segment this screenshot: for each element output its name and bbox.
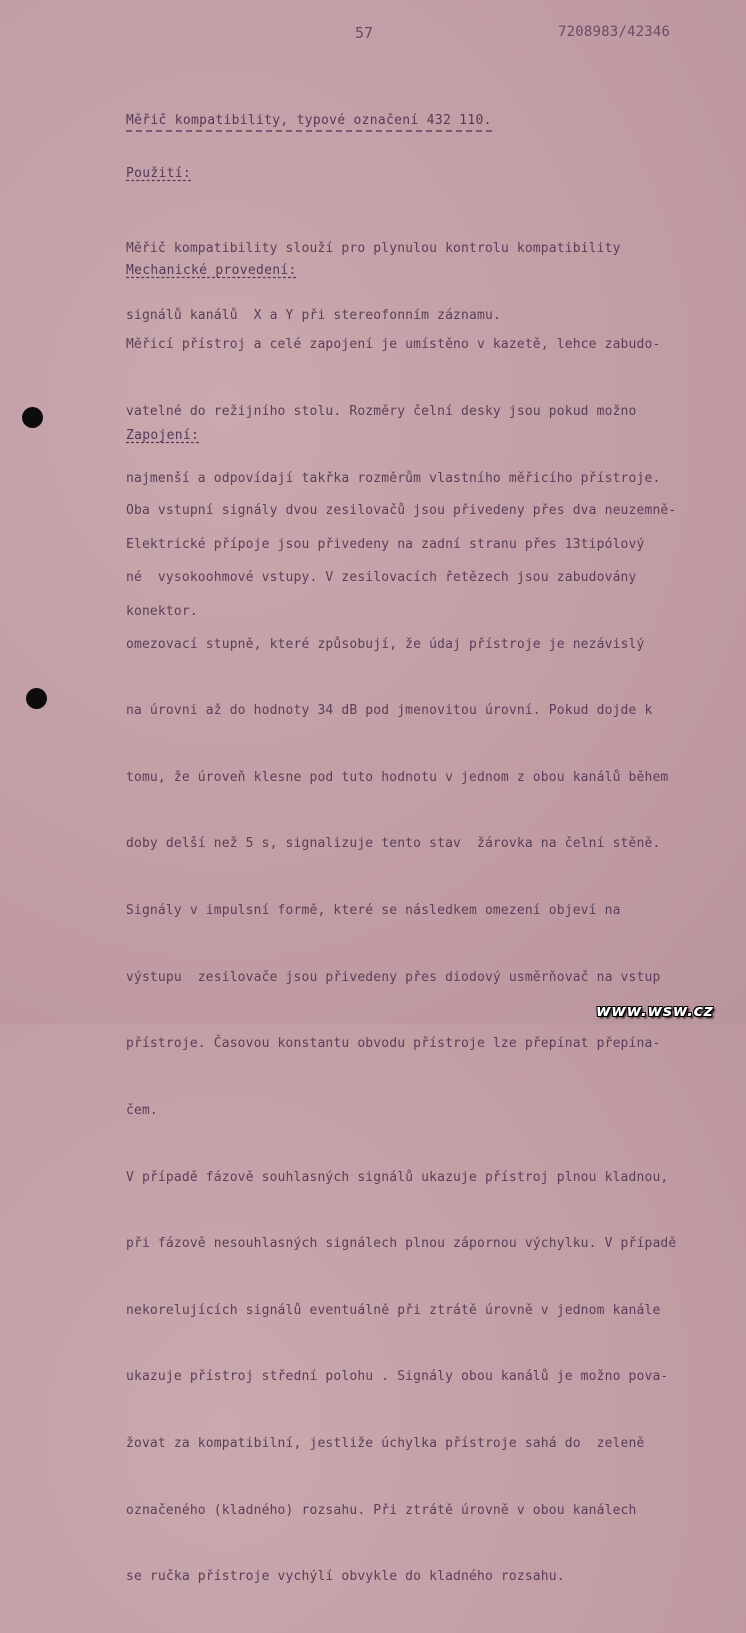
text-line: nekorelujících signálů eventuálně při ztrátě úrovně v jednom kanále xyxy=(126,1302,661,1318)
text-line: při fázově nesouhlasných signálech plnou zápornou výchylku. V případě xyxy=(126,1236,677,1252)
text-line: přístroje. Časovou konstantu obvodu přístroje lze přepínat přepína- xyxy=(126,1036,661,1052)
document-title: Měřič kompatibility, typové označení 432 110. xyxy=(126,113,492,132)
text-line: žovat za kompatibilní, jestliže úchylka přístroje sahá do zeleně xyxy=(126,1435,645,1451)
text-line: na úrovni až do hodnoty 34 dB pod jmenovitou úrovní. Pokud dojde k xyxy=(126,703,653,719)
section-heading-mechanicke-provedeni: Mechanické provedení: xyxy=(126,263,297,278)
text-line: ukazuje přístroj střední polohu . Signály obou kanálů je možno pova- xyxy=(126,1369,669,1385)
watermark-logo: www.wsw.cz xyxy=(596,1001,714,1020)
page-number: 57 xyxy=(355,24,374,42)
text-line: se ručka přístroje vychýlí obvykle do kladného rozsahu. xyxy=(126,1569,565,1585)
section-body-zapojeni xyxy=(126,456,726,1633)
text-line: konektor. xyxy=(126,603,198,619)
section-heading-pouziti: Použití: xyxy=(126,166,192,181)
section-heading-zapojeni: Zapojení: xyxy=(126,428,200,443)
text-line: doby delší než 5 s, signalizuje tento stav žárovka na čelní stěně. xyxy=(126,836,661,852)
text-line: označeného (kladného) rozsahu. Při ztrátě úrovně v obou kanálech xyxy=(126,1502,637,1518)
text-line: výstupu zesilovače jsou přivedeny přes diodový usměrňovač na vstup xyxy=(126,969,661,985)
text-line: Elektrické přípoje jsou přivedeny na zadní stranu přes 13tipólový xyxy=(126,537,645,553)
text-line: čem. xyxy=(126,1102,158,1118)
text-line: tomu, že úroveň klesne pod tuto hodnotu v jednom z obou kanálů během xyxy=(126,769,669,785)
text-line: V případě fázově souhlasných signálů ukazuje přístroj plnou kladnou, xyxy=(126,1169,669,1185)
text-line: vatelné do režijního stolu. Rozměry čelní desky jsou pokud možno xyxy=(126,404,637,420)
text-line: signálů kanálů X a Y při stereofonním záznamu. xyxy=(126,308,501,324)
text-line: Měřič kompatibility slouží pro plynulou kontrolu kompatibility xyxy=(126,241,621,257)
text-line: né vysokoohmové vstupy. V zesilovacích řetězech jsou zabudovány xyxy=(126,570,637,586)
punch-hole-upper xyxy=(22,407,43,428)
document-id: 7208983/42346 xyxy=(558,24,671,40)
text-line: najmenší a odpovídají takřka rozměrům vlastního měřicího přístroje. xyxy=(126,470,661,486)
text-line: Signály v impulsní formě, které se následkem omezení objeví na xyxy=(126,903,621,919)
text-line: omezovací stupně, které způsobují, že údaj přístroje je nezávislý xyxy=(126,636,645,652)
text-line: Oba vstupní signály dvou zesilovačů jsou přivedeny přes dva neuzemně- xyxy=(126,503,677,519)
punch-hole-lower xyxy=(26,688,47,709)
text-line: Měřicí přístroj a celé zapojení je umístěno v kazetě, lehce zabudo- xyxy=(126,337,661,353)
